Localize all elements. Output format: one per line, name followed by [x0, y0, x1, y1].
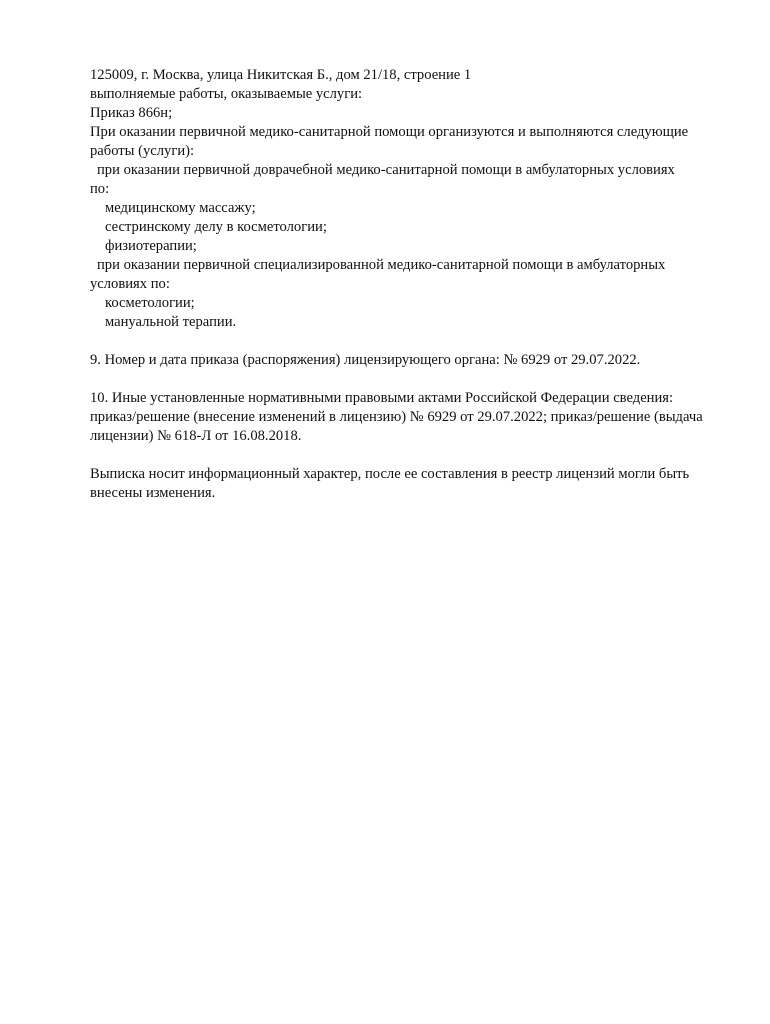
service-item-manual-therapy: мануальной терапии.: [105, 314, 237, 330]
works-label: выполняемые работы, оказываемые услуги:: [90, 86, 363, 102]
service-item-physiotherapy: физиотерапии;: [105, 238, 197, 254]
section-9-order-number: 9. Номер и дата приказа (распоряжения) лицензирующего органа: № 6929 от 29.07.2022.: [90, 352, 641, 368]
license-extract-text: [90, 66, 730, 503]
address-line: 125009, г. Москва, улица Никитская Б., дом 21/18, строение 1: [90, 67, 472, 83]
section-10-line: лицензии) № 618-Л от 16.08.2018.: [90, 428, 302, 444]
paragraph-spacer: [90, 332, 730, 351]
intro-line-continued: работы (услуги):: [90, 143, 195, 159]
paragraph-spacer: [90, 446, 730, 465]
paragraph-spacer: [90, 370, 730, 389]
disclaimer-line: внесены изменения.: [90, 485, 216, 501]
service-item-nursing-cosmetology: сестринскому делу в косметологии;: [105, 219, 327, 235]
specialized-care-heading: при оказании первичной специализированной медико-санитарной помощи в амбулаторных: [97, 257, 666, 273]
prehospital-care-heading-continued: по:: [90, 181, 110, 197]
order-reference: Приказ 866н;: [90, 105, 173, 121]
section-10-line: приказ/решение (внесение изменений в лицензию) № 6929 от 29.07.2022; приказ/решение (выдача: [90, 409, 703, 425]
prehospital-care-heading: при оказании первичной доврачебной медико-санитарной помощи в амбулаторных условиях: [97, 162, 675, 178]
specialized-care-heading-continued: условиях по:: [90, 276, 170, 292]
service-item-massage: медицинскому массажу;: [105, 200, 256, 216]
service-item-cosmetology: косметологии;: [105, 295, 195, 311]
section-10-line: 10. Иные установленные нормативными правовыми актами Российской Федерации сведения:: [90, 390, 674, 406]
disclaimer-line: Выписка носит информационный характер, после ее составления в реестр лицензий могли быть: [90, 466, 690, 482]
intro-line: При оказании первичной медико-санитарной помощи организуются и выполняются следующие: [90, 124, 689, 140]
